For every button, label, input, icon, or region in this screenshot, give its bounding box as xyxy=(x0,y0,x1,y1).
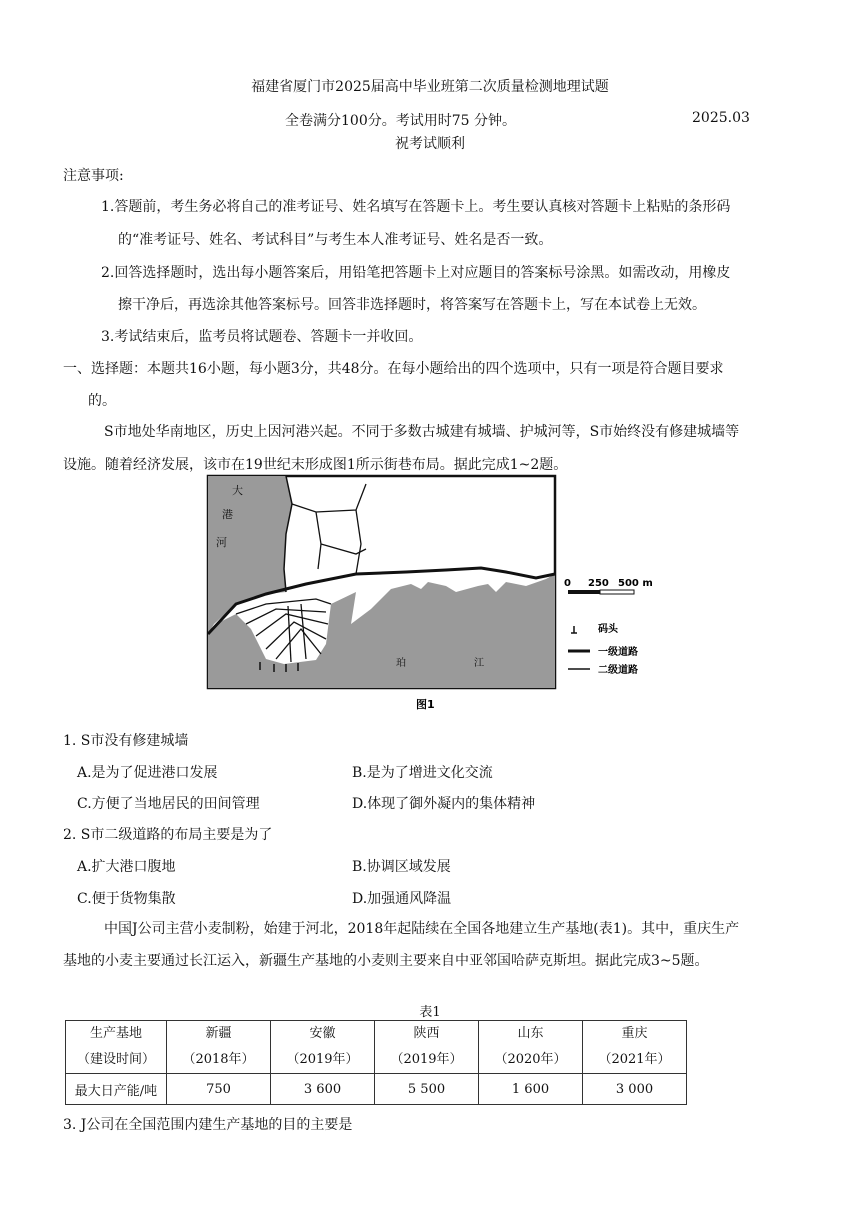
figure-1-map xyxy=(206,474,654,714)
table-cell: 5 500 xyxy=(375,1074,479,1105)
table-cell: 750 xyxy=(167,1074,271,1105)
option-b: B.是为了增进文化交流 xyxy=(352,765,493,781)
street-layout-map xyxy=(206,474,654,714)
river-label-char: 河 xyxy=(216,536,227,549)
table-header-row xyxy=(66,1021,687,1074)
river-bottom-label-char: 江 xyxy=(474,658,484,669)
notes-heading: 注意事项: xyxy=(63,168,124,184)
table-header-cell: 新疆 （2018年） xyxy=(167,1021,271,1074)
figure-caption: 图1 xyxy=(416,698,435,711)
river-bottom-label-char: 珀 xyxy=(396,658,406,669)
option-d: D.体现了御外凝内的集体精神 xyxy=(352,796,536,812)
table-header-cell: 重庆 （2021年） xyxy=(583,1021,687,1074)
section-heading-cont: 的。 xyxy=(88,393,116,409)
river-label-char: 大 xyxy=(232,484,243,497)
table-row-label: 最大日产能/吨 xyxy=(66,1074,167,1105)
legend-label: 码头 xyxy=(598,624,618,635)
table-cell: 3 600 xyxy=(271,1074,375,1105)
legend-label: 二级道路 xyxy=(598,665,638,676)
table-caption: 表1 xyxy=(419,1005,441,1020)
score-info: 全卷满分100分。考试用时75 分钟。 xyxy=(285,113,516,129)
table-header-cell: 安徽 （2019年） xyxy=(271,1021,375,1074)
scale-bar-white xyxy=(600,590,634,594)
question-stem: 3. J公司在全国范围内建生产基地的目的主要是 xyxy=(63,1117,353,1133)
river-label-char: 港 xyxy=(222,508,233,521)
note-item: 3.考试结束后，监考员将试题卷、答题卡一并收回。 xyxy=(101,329,423,345)
legend-label: 一级道路 xyxy=(598,647,638,658)
option-d: D.加强通风降温 xyxy=(352,891,452,907)
wish-text: 祝考试顺利 xyxy=(395,136,465,152)
note-item: 的“准考证号、姓名、考试科目”与考生本人准考证号、姓名是否一致。 xyxy=(118,232,553,248)
table-cell: 1 600 xyxy=(479,1074,583,1105)
question-stem: 1. S市没有修建城墙 xyxy=(63,733,189,749)
question-stem: 2. S市二级道路的布局主要是为了 xyxy=(63,827,273,843)
production-base-table xyxy=(65,1020,687,1105)
scale-bar-black xyxy=(568,590,600,594)
passage-line: 中国J公司主营小麦制粉，始建于河北，2018年起陆续在全国各地建立生产基地(表1)。其中，重庆生产 xyxy=(104,921,740,937)
option-a: A.扩大港口腹地 xyxy=(77,859,176,875)
table-header-cell: 陕西 （2019年） xyxy=(375,1021,479,1074)
note-item: 擦干净后，再选涂其他答案标号。回答非选择题时，将答案写在答题卡上，写在本试卷上无效。 xyxy=(118,297,706,313)
table-header-label: 生产基地 （建设时间） xyxy=(66,1021,167,1074)
option-c: C.方便了当地居民的田间管理 xyxy=(77,796,260,812)
note-item: 1.答题前，考生务必将自己的准考证号、姓名填写在答题卡上。考生要认真核对答题卡上粘贴的条形码 xyxy=(101,199,731,215)
scale-label: 250 xyxy=(588,578,609,589)
option-c: C.便于货物集散 xyxy=(77,891,176,907)
table-cell: 3 000 xyxy=(583,1074,687,1105)
passage-line: 设施。随着经济发展，该市在19世纪末形成图1所示街巷布局。据此完成1~2题。 xyxy=(63,457,568,473)
passage-line: 基地的小麦主要通过长江运入，新疆生产基地的小麦则主要来自中亚邻国哈萨克斯坦。据此完成3~5题。 xyxy=(63,953,709,969)
section-heading: 一、选择题：本题共16小题，每小题3分，共48分。在每小题给出的四个选项中，只有一项是符合题目要求 xyxy=(63,361,724,377)
option-b: B.协调区域发展 xyxy=(352,859,451,875)
scale-label: 0 xyxy=(564,578,571,589)
exam-date: 2025.03 xyxy=(692,110,750,126)
passage-line: S市地处华南地区，历史上因河港兴起。不同于多数古城建有城墙、护城河等，S市始终没有修建城墙等 xyxy=(104,424,740,440)
option-a: A.是为了促进港口发展 xyxy=(77,765,218,781)
table-header-cell: 山东 （2020年） xyxy=(479,1021,583,1074)
table-row xyxy=(66,1074,687,1105)
page-title: 福建省厦门市2025届高中毕业班第二次质量检测地理试题 xyxy=(251,79,609,95)
scale-label: 500 m xyxy=(618,578,653,589)
note-item: 2.回答选择题时，选出每小题答案后，用铅笔把答题卡上对应题目的答案标号涂黑。如需改动，用橡皮 xyxy=(101,265,731,281)
